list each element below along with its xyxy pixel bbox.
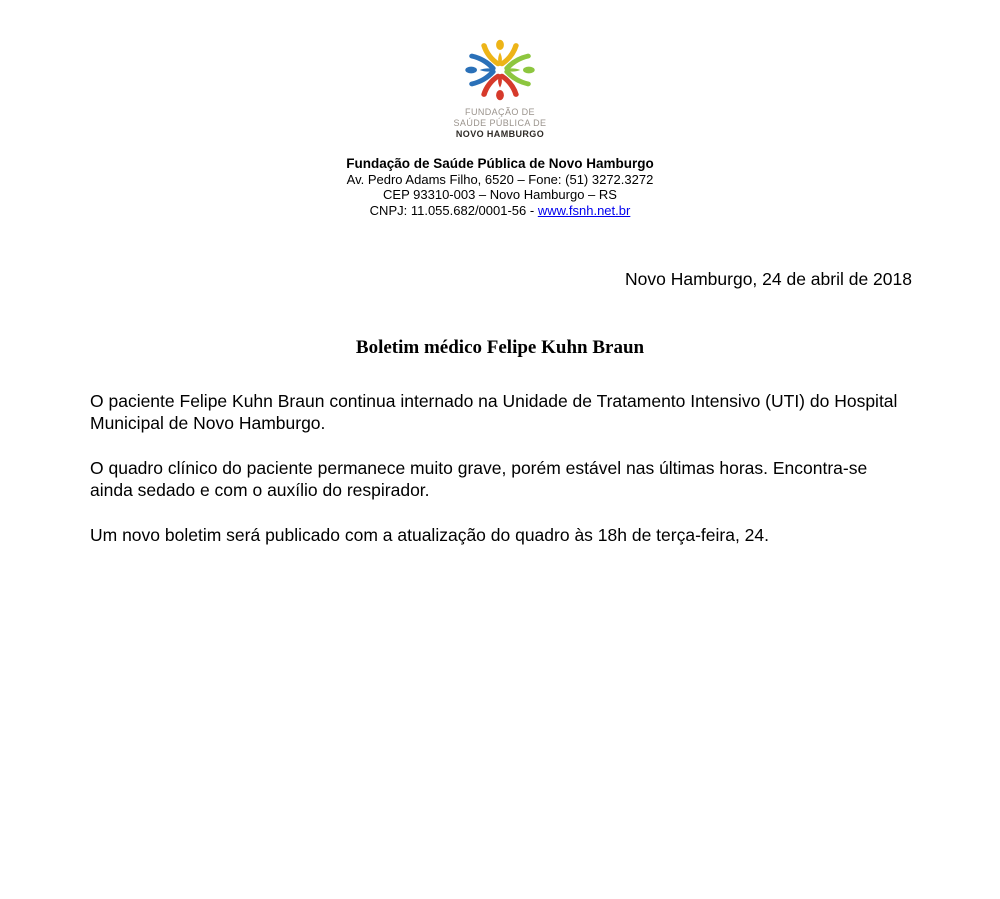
org-header bbox=[0, 156, 1000, 218]
date-line: Novo Hamburgo, 24 de abril de 2018 bbox=[625, 269, 912, 289]
logo-caption-line3: NOVO HAMBURGO bbox=[455, 129, 545, 139]
paragraph-clinical-condition: O quadro clínico do paciente permanece muito grave, porém estável nas últimas horas. Encontra-se ainda sedado e com o auxílio do respirador. bbox=[90, 457, 868, 501]
website-link[interactable]: www.fsnh.net.br bbox=[537, 202, 631, 218]
logo-caption-line1: FUNDAÇÃO DE bbox=[465, 107, 535, 117]
document-body bbox=[90, 390, 912, 546]
org-cep: CEP 93310-003 – Novo Hamburgo – RS bbox=[383, 187, 617, 202]
foundation-logo-icon bbox=[461, 36, 539, 104]
document-title: Boletim médico Felipe Kuhn Braun bbox=[355, 337, 645, 358]
logo-block bbox=[0, 0, 1000, 140]
logo-caption bbox=[0, 107, 1000, 140]
logo-caption-line2: SAÚDE PÚBLICA DE bbox=[453, 118, 547, 128]
org-cnpj-line bbox=[0, 203, 1000, 219]
paragraph-next-bulletin: Um novo boletim será publicado com a atualização do quadro às 18h de terça-feira, 24. bbox=[90, 524, 770, 545]
org-address: Av. Pedro Adams Filho, 6520 – Fone: (51) 3272.3272 bbox=[346, 171, 654, 187]
org-cnpj: CNPJ: 11.055.682/0001-56 - bbox=[369, 202, 538, 218]
org-name: Fundação de Saúde Pública de Novo Hamburgo bbox=[346, 156, 654, 171]
paragraph-patient-status: O paciente Felipe Kuhn Braun continua internado na Unidade de Tratamento Intensivo (UTI) do Hospital Municipal de Novo Hamburgo. bbox=[90, 391, 898, 434]
